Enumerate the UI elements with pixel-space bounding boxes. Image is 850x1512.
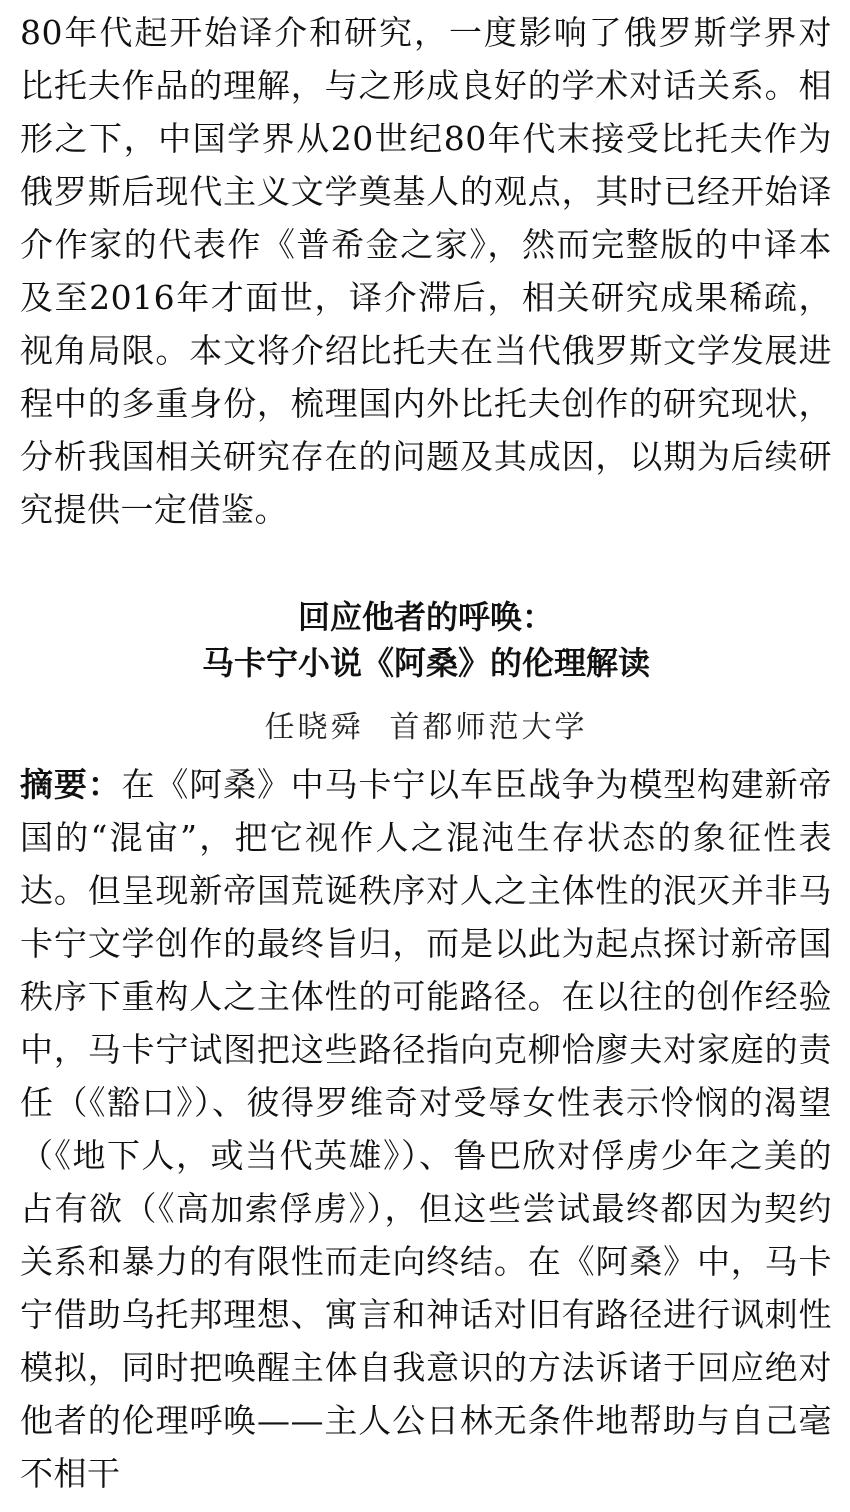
abstract-paragraph <box>20 758 832 1500</box>
author-line <box>20 708 832 748</box>
author-name: 任晓舜 <box>264 710 364 745</box>
author-affiliation: 首都师范大学 <box>389 710 588 745</box>
abstract-text: 在《阿桑》中马卡宁以车臣战争为模型构建新帝国的“混宙”，把它视作人之混沌生存状态的象征性表达。但呈现新帝国荒诞秩序对人之主体性的泯灭并非马卡宁文学创作的最终旨归，而是以此为起点探讨新帝国秩序下重构人之主体性的可能路径。在以往的创作经验中，马卡宁试图把这些路径指向克柳恰廖夫对家庭的责任（《豁口》）、彼得罗维奇对受辱女性表示怜悯的渴望（《地下人，或当代英雄》）、鲁巴欣对俘虏少年之美的占有欲（《高加索俘虏》），但这些尝试最终都因为契约关系和暴力的有限性而走向终结。在《阿桑》中，马卡宁借助乌托邦理想、寓言和神话对旧有路径进行讽刺性模拟，同时把唤醒主体自我意识的方法诉诸于回应绝对他者的伦理呼唤——主人公日林无条件地帮助与自己毫不相干 <box>20 765 833 1493</box>
abstract-label: 摘要： <box>20 765 122 804</box>
article-title-line-2: 马卡宁小说《阿桑》的伦理解读 <box>201 644 650 682</box>
document-page <box>20 0 832 1500</box>
article-title-line-1: 回应他者的呼唤： <box>297 598 554 636</box>
intro-paragraph: 80年代起开始译介和研究，一度影响了俄罗斯学界对比托夫作品的理解，与之形成良好的学术对话关系。相形之下，中国学界从20世纪80年代末接受比托夫作为俄罗斯后现代主义文学奠基人的观点，其时已经开始译介作家的代表作《普希金之家》，然而完整版的中译本及至2016年才面世，译介滞后，相关研究成果稀疏，视角局限。本文将介绍比托夫在当代俄罗斯文学发展进程中的多重身份，梳理国内外比托夫创作的研究现状，分析我国相关研究存在的问题及其成因，以期为后续研究提供一定借鉴。 <box>20 13 832 529</box>
article-title <box>20 594 832 686</box>
